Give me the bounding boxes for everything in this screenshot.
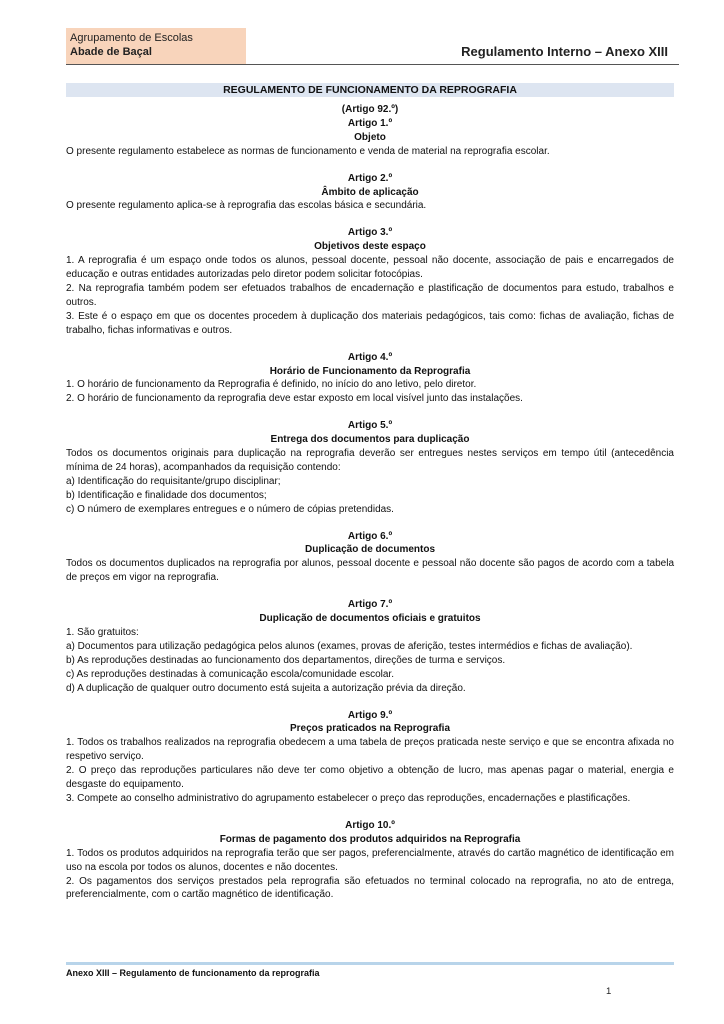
article-section <box>66 598 674 695</box>
article-paragraph: a) Identificação do requisitante/grupo disciplinar; <box>66 475 281 487</box>
article-heading: Duplicação de documentos oficiais e gratuitos <box>259 613 481 625</box>
article-section <box>66 709 674 806</box>
article-paragraph: 3. Este é o espaço em que os docentes procedem à duplicação dos materiais pedagógicos, tais como: fichas de avaliação, fichas de trabalho, fichas informativas e outros. <box>66 310 674 336</box>
article-paragraph: 1. O horário de funcionamento da Reprografia é definido, no início do ano letivo, pelo diretor. <box>66 379 477 391</box>
article-number: Artigo 3.º <box>347 227 393 239</box>
article-heading: Objeto <box>354 131 386 143</box>
article-reference: (Artigo 92.º) <box>341 104 399 115</box>
article-heading: Entrega dos documentos para duplicação <box>270 434 470 446</box>
article-number: Artigo 1.º <box>347 117 393 129</box>
article-number: Artigo 7.º <box>347 599 393 611</box>
article-paragraph: 2. Os pagamentos dos serviços prestados pela reprografia são efetuados no terminal colocado na reprografia, no ato de entrega, preferencialmente, com o cartão magnético de identificação. <box>66 875 674 901</box>
article-number: Artigo 2.º <box>347 172 393 184</box>
article-paragraph: 2. O horário de funcionamento da reprografia deve estar exposto em local visível junto das instalações. <box>66 393 523 405</box>
article-section <box>66 172 674 214</box>
article-number: Artigo 9.º <box>347 709 393 721</box>
article-paragraph: b) Identificação e finalidade dos documentos; <box>66 489 267 501</box>
header-divider <box>66 64 679 65</box>
article-section <box>66 351 674 407</box>
article-paragraph: d) A duplicação de qualquer outro documento está sujeita a autorização prévia da direção. <box>66 682 466 694</box>
article-section <box>66 419 674 516</box>
article-number: Artigo 5.º <box>347 420 393 432</box>
article-section <box>66 226 674 337</box>
article-number: Artigo 10.º <box>345 819 395 831</box>
article-number: Artigo 6.º <box>347 530 393 542</box>
article-paragraph: O presente regulamento estabelece as normas de funcionamento e venda de material na reprografia escolar. <box>66 145 550 157</box>
article-paragraph: 1. A reprografia é um espaço onde todos os alunos, pessoal docente, pessoal não docente, associação de pais e encarregados de educação e outras entidades autorizadas pelo diretor podem solicitar fotocópias. <box>66 255 674 281</box>
school-name-line2: Abade de Baçal <box>70 46 152 58</box>
regulation-title: REGULAMENTO DE FUNCIONAMENTO DA REPROGRAFIA <box>66 83 674 97</box>
school-name-line1: Agrupamento de Escolas <box>70 32 193 44</box>
article-paragraph: 1. Todos os produtos adquiridos na reprografia terão que ser pagos, preferencialmente, através do cartão magnético de identificação em uso na escola por todos os alunos, docentes e não docentes. <box>66 847 674 873</box>
article-paragraph: c) O número de exemplares entregues e o número de cópias pretendidas. <box>66 503 394 515</box>
articles-list <box>66 117 674 902</box>
article-number: Artigo 4.º <box>347 351 393 363</box>
school-name-box <box>66 28 246 64</box>
article-section <box>66 530 674 586</box>
article-paragraph: 2. Na reprografia também podem ser efetuados trabalhos de encadernação e plastificação de documentos para estudo, trabalhos e outros. <box>66 282 674 308</box>
article-paragraph: 1. São gratuitos: <box>66 627 139 638</box>
article-paragraph: c) As reproduções destinadas à comunicação escola/comunidade escolar. <box>66 668 394 680</box>
regulation-body <box>66 103 674 902</box>
article-paragraph: O presente regulamento aplica-se à reprografia das escolas básica e secundária. <box>66 200 427 212</box>
document-header-title: Regulamento Interno – Anexo XIII <box>461 44 668 59</box>
article-section <box>66 819 674 902</box>
article-paragraph: a) Documentos para utilização pedagógica pelos alunos (exames, provas de aferição, testes intermédios e fichas de avaliação). <box>66 640 633 652</box>
article-section <box>66 117 674 159</box>
article-heading: Objetivos deste espaço <box>314 241 426 253</box>
article-heading: Duplicação de documentos <box>304 544 436 556</box>
article-paragraph: Todos os documentos duplicados na reprografia por alunos, pessoal docente e pessoal não docente são pagos de acordo com a tabela de preços em vigor na reprografia. <box>66 558 674 584</box>
article-paragraph: 1. Todos os trabalhos realizados na reprografia obedecem a uma tabela de preços praticada neste serviço e que se encontra afixada no respetivo serviço. <box>66 737 674 763</box>
article-paragraph: Todos os documentos originais para duplicação na reprografia deverão ser entregues nestes serviços em tempo útil (antecedência mínima de 24 horas), acompanhados da requisição contendo: <box>66 448 674 473</box>
footer-text: Anexo XIII – Regulamento de funcionamento da reprografia <box>66 968 320 978</box>
article-paragraph: 3. Compete ao conselho administrativo do agrupamento estabelecer o preço das reproduções, encadernações e plastificações. <box>66 792 631 804</box>
article-paragraph: b) As reproduções destinadas ao funcionamento dos departamentos, direções de turma e serviços. <box>66 654 506 666</box>
article-heading: Horário de Funcionamento da Reprografia <box>269 365 471 377</box>
article-paragraph: 2. O preço das reproduções particulares não deve ter como objetivo a obtenção de lucro, mas apenas pagar o material, energia e desgaste do equipamento. <box>66 765 674 791</box>
article-heading: Preços praticados na Reprografia <box>289 723 451 735</box>
page-number: 1 <box>606 986 612 997</box>
article-heading: Âmbito de aplicação <box>321 186 419 198</box>
footer-divider <box>66 962 674 965</box>
article-heading: Formas de pagamento dos produtos adquiridos na Reprografia <box>219 833 521 845</box>
